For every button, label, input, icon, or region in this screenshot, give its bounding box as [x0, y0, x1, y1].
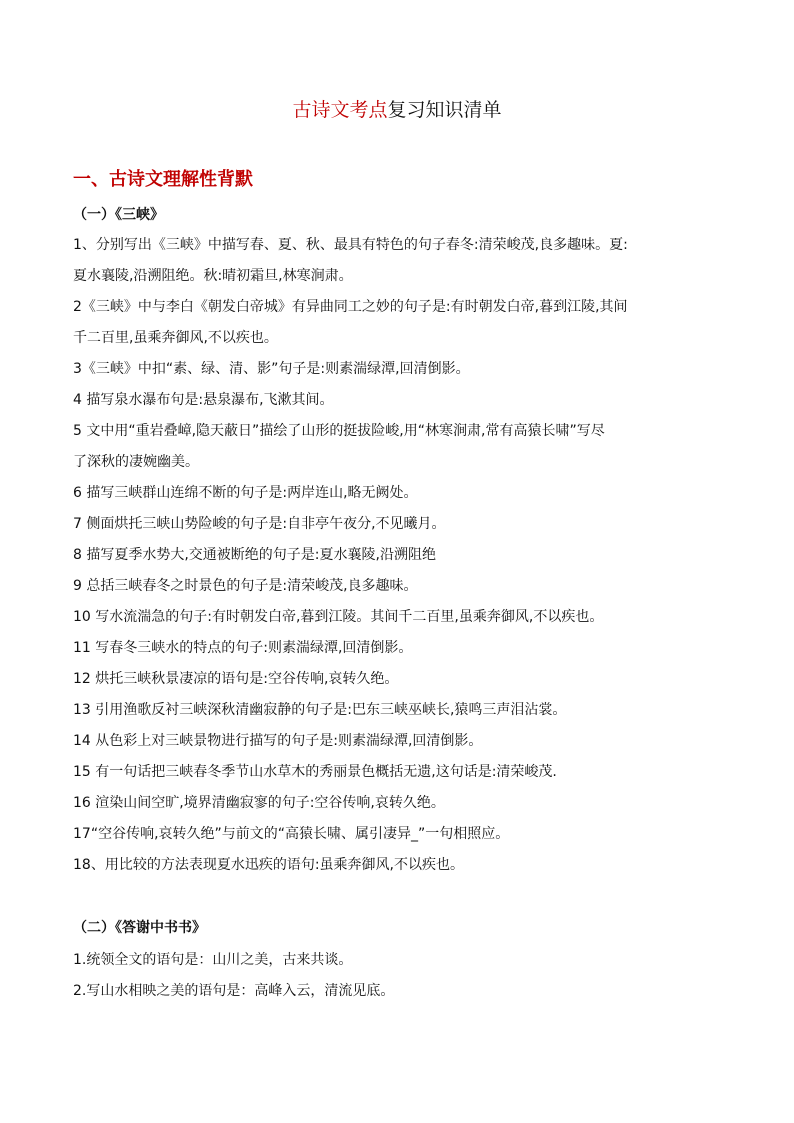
list-item-line: 8 描写夏季水势大,交通被断绝的句子是:夏水襄陵,沿溯阻绝 — [73, 547, 436, 563]
list-item — [73, 726, 723, 757]
list-item-line: 2《三峡》中与李白《朝发白帝城》有异曲同工之妙的句子是:有时朝发白帝,暮到江陵,其间 — [73, 299, 628, 315]
list-item — [73, 633, 723, 664]
subsection-heading-sanxia: （一）《三峡》 — [73, 207, 164, 223]
list-item-line: 16 渲染山间空旷,境界清幽寂寥的句子:空谷传响,哀转久绝。 — [73, 795, 445, 811]
list-item — [73, 230, 723, 292]
list-item-line: 3《三峡》中扣“素、绿、清、影”句子是:则素湍绿潭,回清倒影。 — [73, 361, 470, 377]
list-item — [73, 788, 723, 819]
list-item — [73, 571, 723, 602]
title-rest: 复习知识清单 — [387, 99, 502, 121]
list-item — [73, 416, 723, 478]
list-item — [73, 354, 723, 385]
list-item-line: 5 文中用“重岩叠嶂,隐天蔽日”描绘了山形的挺拔险峻,用“林寒涧肃,常有高猿长啸”写尽 — [73, 423, 605, 439]
title-highlight: 古诗文考点 — [292, 99, 388, 121]
list-item-line: 6 描写三峡群山连绵不断的句子是:两岸连山,略无阙处。 — [73, 485, 418, 501]
list-item-line: 2.写山水相映之美的语句是：高峰入云，清流见底。 — [73, 983, 395, 999]
list-item — [73, 819, 723, 850]
list-item — [73, 976, 723, 1007]
list-item-line: 7 侧面烘托三峡山势险峻的句子是:自非亭午夜分,不见曦月。 — [73, 516, 446, 532]
list-item-line: 17“空谷传响,哀转久绝”与前文的“高猿长啸、属引凄异_”一句相照应。 — [73, 826, 510, 842]
list-item-line: 了深秋的凄婉幽美。 — [73, 454, 199, 470]
document-title — [0, 97, 794, 123]
list-item — [73, 850, 723, 881]
list-item — [73, 757, 723, 788]
list-item-line: 11 写春冬三峡水的特点的句子:则素湍绿潭,回清倒影。 — [73, 640, 413, 656]
list-item — [73, 664, 723, 695]
list-item-line: 9 总括三峡春冬之时景色的句子是:清荣峻茂,良多趣味。 — [73, 578, 418, 594]
list-item — [73, 540, 723, 571]
list-item-line: 18、用比较的方法表现夏水迅疾的语句:虽乘奔御风,不以疾也。 — [73, 857, 464, 873]
list-item — [73, 385, 723, 416]
list-item-line: 12 烘托三峡秋景凄凉的语句是:空谷传响,哀转久绝。 — [73, 671, 399, 687]
list-item-line: 4 描写泉水瀑布句是:悬泉瀑布,飞漱其间。 — [73, 392, 334, 408]
list-item — [73, 602, 723, 633]
list-item — [73, 292, 723, 354]
list-item — [73, 945, 723, 976]
list-item-line: 13 引用渔歌反衬三峡深秋清幽寂静的句子是:巴东三峡巫峡长,猿鸣三声泪沾裳。 — [73, 702, 567, 718]
list-item-line: 15 有一句话把三峡春冬季节山水草木的秀丽景色概括无遗,这句话是:清荣峻茂. — [73, 764, 557, 780]
subsection-heading-daxie: （二）《答谢中书书》 — [73, 920, 206, 936]
list-item-line: 10 写水流湍急的句子:有时朝发白帝,暮到江陵。其间千二百里,虽乘奔御风,不以疾也。 — [73, 609, 604, 625]
list-item-line: 夏水襄陵,沿溯阻绝。秋:晴初霜旦,林寒涧肃。 — [73, 268, 353, 284]
list-item — [73, 509, 723, 540]
list-item — [73, 695, 723, 726]
list-item-line: 1.统领全文的语句是：山川之美，古来共谈。 — [73, 952, 353, 968]
list-item-line: 1、分别写出《三峡》中描写春、夏、秋、最具有特色的句子春冬:清荣峻茂,良多趣味。夏: — [73, 237, 628, 253]
list-item-line: 14 从色彩上对三峡景物进行描写的句子是:则素湍绿潭,回清倒影。 — [73, 733, 483, 749]
list-item-line: 千二百里,虽乘奔御风,不以疾也。 — [73, 330, 278, 346]
list-item — [73, 478, 723, 509]
section-heading: 一、古诗文理解性背默 — [73, 169, 253, 190]
